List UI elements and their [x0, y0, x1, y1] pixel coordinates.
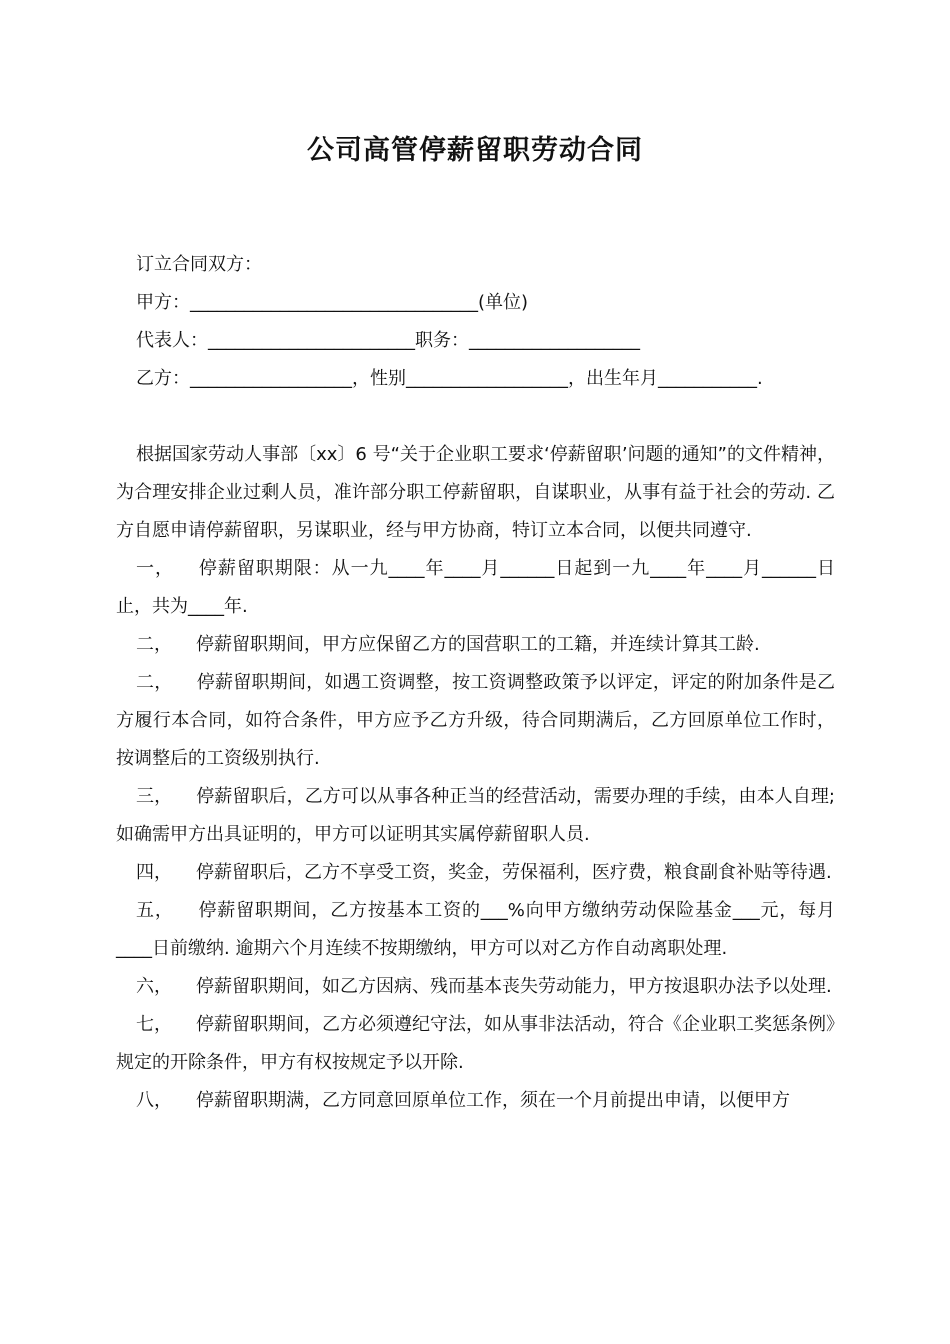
clause-4: [116, 778, 835, 854]
clause-text: 停薪留职期间，如遇工资调整，按工资调整政策予以评定，评定的附加条件是乙方履行本合同，如符合条件，甲方应予乙方升级，待合同期满后，乙方回原单位工作时，按调整后的工资级别执行.: [116, 672, 836, 769]
parties-heading: 订立合同双方：: [136, 254, 262, 275]
clause-3: [116, 664, 835, 778]
clause-number: 六，: [136, 976, 172, 997]
clause-8: [116, 1006, 835, 1082]
clause-2: [116, 626, 835, 664]
clause-number: 五，: [136, 900, 174, 921]
clause-text: 停薪留职期间，乙方必须遵纪守法，如从事非法活动，符合《企业职工奖惩条例》规定的开除条件，甲方有权按规定予以开除.: [116, 1014, 835, 1073]
clause-number: 三，: [136, 786, 173, 807]
clause-text: 停薪留职期间，乙方按基本工资的___%向甲方缴纳劳动保险基金___元，每月____日前缴纳. 逾期六个月连续不按期缴纳，甲方可以对乙方作自动离职处理.: [116, 900, 835, 959]
clause-number: 一，: [136, 558, 174, 579]
clause-7: [116, 968, 835, 1006]
document-title: 公司高管停薪留职劳动合同: [307, 135, 643, 166]
clause-5: [116, 854, 835, 892]
clause-1: [116, 550, 835, 626]
preamble-paragraph: 根据国家劳动人事部〔xx〕6 号“关于企业职工要求‘停薪留职’问题的通知”的文件精神，为合理安排企业过剩人员，准许部分职工停薪留职，自谋职业，从事有益于社会的劳动. 乙方自愿申请停薪留职，另谋职业，经与甲方协商，特订立本合同，以便共同遵守.: [116, 444, 835, 541]
spacer: [116, 398, 835, 436]
clause-9: [116, 1082, 835, 1120]
clause-number: 四，: [136, 862, 172, 883]
clause-number: 二，: [136, 672, 173, 693]
clause-number: 七，: [136, 1014, 172, 1035]
clause-text: 停薪留职期间，如乙方因病、残而基本丧失劳动能力，甲方按退职办法予以处理.: [196, 976, 832, 997]
party-b-line: 乙方：__________________，性别__________________，出生年月___________.: [136, 368, 763, 389]
document-body: [116, 246, 835, 1120]
representative-line: 代表人：_______________________职务：___________________: [136, 330, 640, 351]
party-a-line: 甲方：________________________________(单位): [136, 292, 529, 313]
clause-text: 停薪留职期间，甲方应保留乙方的国营职工的工籍，并连续计算其工龄.: [196, 634, 760, 655]
clause-6: [116, 892, 835, 968]
clause-text: 停薪留职期限：从一九____年____月______日起到一九____年____月______日止，共为____年.: [116, 558, 836, 617]
clause-text: 停薪留职后，乙方可以从事各种正当的经营活动，需要办理的手续，由本人自理;如确需甲方出具证明的，甲方可以证明其实属停薪留职人员.: [116, 786, 835, 845]
clause-text: 停薪留职期满，乙方同意回原单位工作，须在一个月前提出申请，以便甲方: [196, 1090, 790, 1111]
clause-number: 八，: [136, 1090, 172, 1111]
clause-text: 停薪留职后，乙方不享受工资，奖金，劳保福利，医疗费，粮食副食补贴等待遇.: [196, 862, 832, 883]
clause-number: 二，: [136, 634, 172, 655]
